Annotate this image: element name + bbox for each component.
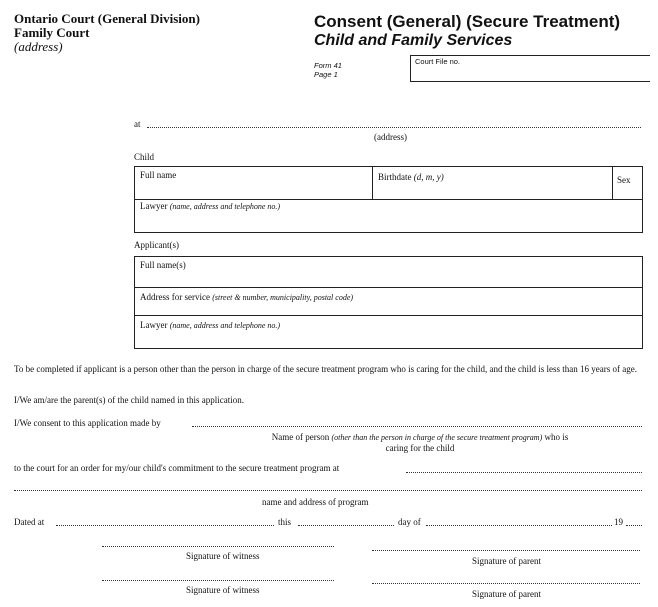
court-file-label: Court File no. <box>415 57 461 66</box>
order-statement: to the court for an order for my/our child's commitment to the secure treatment program at <box>14 463 340 473</box>
applicant-lawyer-label: Lawyer <box>140 320 168 330</box>
witness-signature-label-2: Signature of witness <box>186 585 260 595</box>
child-sex-label: Sex <box>617 175 631 185</box>
child-sex-field[interactable] <box>617 175 641 197</box>
applicant-full-names-label: Full name(s) <box>140 260 186 270</box>
parent-signature-line-1[interactable] <box>372 550 640 551</box>
at-label: at <box>134 119 141 129</box>
child-row-divider <box>134 199 643 200</box>
child-lawyer-hint: (name, address and telephone no.) <box>169 202 281 211</box>
applicant-divider-2 <box>134 315 643 316</box>
address-caption: (address) <box>374 132 407 142</box>
form-title: Consent (General) (Secure Treatment) <box>314 12 621 31</box>
court-name: Ontario Court (General Division) <box>14 11 200 26</box>
applicant-divider-1 <box>134 287 643 288</box>
dated-at-line[interactable] <box>56 525 274 526</box>
court-division: Family Court <box>14 25 90 40</box>
child-sex-divider <box>612 166 613 199</box>
parent-signature-line-2[interactable] <box>372 583 640 584</box>
court-file-box[interactable] <box>410 55 650 82</box>
dated-at-label: Dated at <box>14 517 45 527</box>
child-full-name-field[interactable] <box>140 170 368 196</box>
consent-person-line[interactable] <box>192 426 642 427</box>
year-prefix: 19 <box>614 517 623 527</box>
applicant-lawyer-hint: (name, address and telephone no.) <box>169 321 281 330</box>
child-section-label: Child <box>134 152 155 162</box>
child-lawyer-field[interactable] <box>140 201 640 229</box>
child-birthdate-field[interactable] <box>378 172 608 196</box>
program-line-1[interactable] <box>406 472 642 473</box>
day-line[interactable] <box>298 525 394 526</box>
witness-signature-label-1: Signature of witness <box>186 551 260 561</box>
person-caption-name: Name of person <box>271 432 330 442</box>
court-address: (address) <box>14 39 63 54</box>
child-birthdate-divider <box>372 166 373 199</box>
applicant-address-label: Address for service <box>140 292 210 302</box>
child-birthdate-label: Birthdate <box>378 172 412 182</box>
address-line[interactable] <box>147 127 641 128</box>
parent-signature-label-1: Signature of parent <box>472 556 541 566</box>
year-line[interactable] <box>626 525 642 526</box>
parent-signature-label-2: Signature of parent <box>472 589 541 599</box>
child-full-name-label: Full name <box>140 170 177 180</box>
child-lawyer-label: Lawyer <box>140 201 168 211</box>
applicant-address-hint: (street & number, municipality, postal code) <box>212 293 354 302</box>
month-line[interactable] <box>426 525 612 526</box>
this-label: this <box>278 517 292 527</box>
program-caption: name and address of program <box>262 497 369 507</box>
person-caption-caring: who is caring for the child <box>385 432 569 453</box>
instruction-text: To be completed if applicant is a person other than the person in charge of the secure treatment program who is caring for the child, and the child is less than 16 years of age. <box>14 364 637 374</box>
consent-prefix: I/We consent to this application made by <box>14 418 161 428</box>
applicant-lawyer-field[interactable] <box>140 320 640 346</box>
applicant-full-names-field[interactable] <box>140 260 640 284</box>
child-birthdate-format: (d, m, y) <box>413 172 444 182</box>
applicant-section-label: Applicant(s) <box>134 240 179 250</box>
form-number: Form 41 <box>314 61 342 70</box>
person-caption-hint: (other than the person in charge of the secure treatment program) <box>331 433 543 442</box>
person-caption <box>270 432 570 453</box>
parents-statement: I/We am/are the parent(s) of the child named in this application. <box>14 395 244 405</box>
page-number: Page 1 <box>314 70 338 79</box>
witness-signature-line-2[interactable] <box>102 580 334 581</box>
witness-signature-line-1[interactable] <box>102 546 334 547</box>
program-line-2[interactable] <box>14 490 642 491</box>
applicant-address-field[interactable] <box>140 292 640 313</box>
form-subtitle: Child and Family Services <box>314 32 513 49</box>
day-of-label: day of <box>398 517 421 527</box>
